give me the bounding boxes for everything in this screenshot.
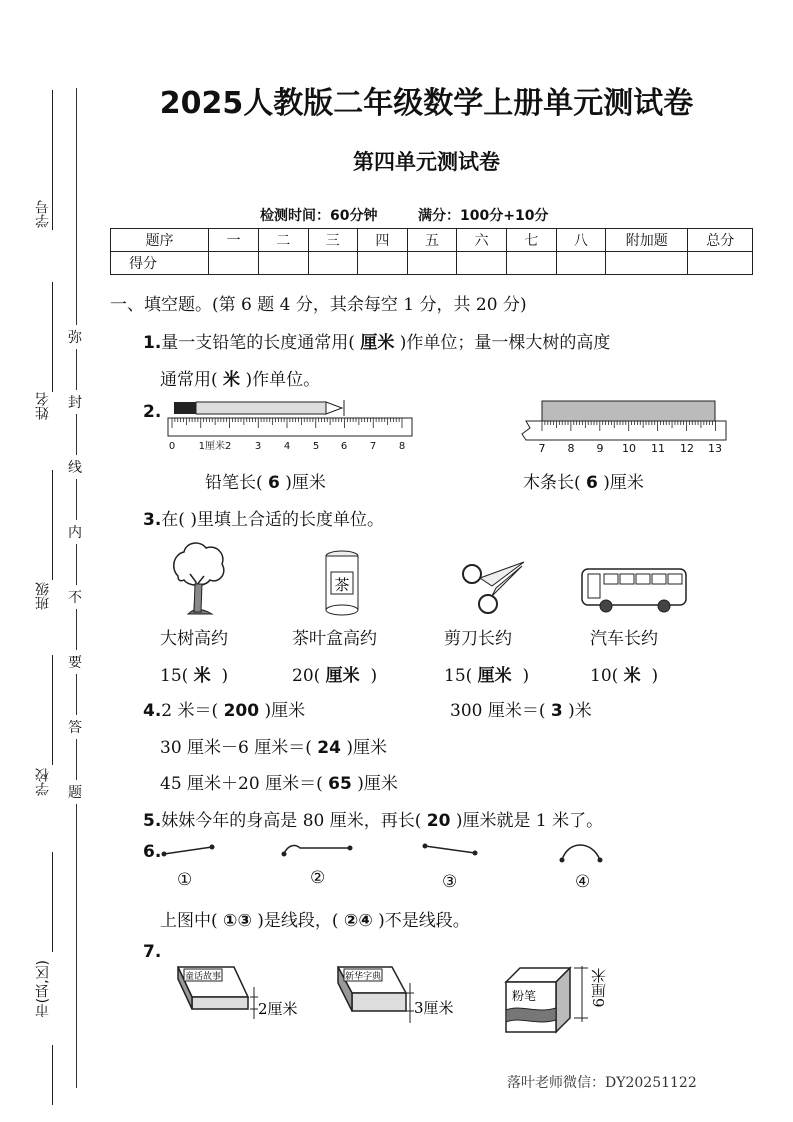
score-input-cell[interactable] [556,252,606,275]
tree-label: 大树高约 [160,629,228,649]
exam-time: 检测时间：60分钟 [260,208,378,224]
box-label: 粉笔 [511,989,537,1003]
question-4-c [160,769,398,794]
scissors-label: 剪刀长约 [444,629,512,649]
book-icon [338,967,406,1011]
q6-text: )是线段，( [257,911,339,931]
tea-box-label: 茶叶盒高约 [292,629,377,649]
height-marker-icon [574,966,588,1022]
q3-text: 在( )里填上合适的长度单位。 [161,510,384,530]
book-icon [178,967,248,1009]
seal-char: 内 [68,520,82,544]
scissors-icon [458,558,528,616]
ruler-tick-label: 9 [596,442,604,455]
ruler-tick-label: 11 [651,442,665,455]
score-cell: 附加题 [606,229,688,252]
question-number: 6. [143,842,162,862]
question-number: 3. [143,510,162,530]
height-marker-icon [250,987,258,1019]
q5-text: 妹妹今年的身高是 80 厘米，再长( [161,811,422,831]
ruler-tick-label: 0 [168,441,176,452]
value-text: ) [651,666,659,686]
value-text: ) [522,666,530,686]
question-number: 7. [143,942,162,962]
score-input-cell[interactable] [606,252,688,275]
field-line [52,655,53,765]
ruler-tick-label: 1厘米2 [198,441,232,452]
figure-label: ① [177,870,193,890]
figure-line-segment-1 [162,845,215,857]
answer: 米 [223,370,241,390]
ruler-tick-label: 8 [567,442,575,455]
q6-text: 上图中( [160,911,218,931]
tree-answer-line [160,661,228,686]
field-name: 姓名 [35,392,51,420]
score-cell: 总分 [688,229,753,252]
q5-text: )厘米就是 1 米了。 [455,811,604,831]
question-1-line-1 [143,328,610,353]
score-cell: 五 [407,229,457,252]
score-table-score-row [111,252,753,275]
score-input-cell[interactable] [407,252,457,275]
answer: 65 [328,774,352,794]
seal-char: 封 [68,390,82,414]
seal-char: 答 [68,715,82,739]
pencil-ruler-figure [160,398,420,458]
answer: 6 [586,473,598,493]
book-height: 3厘米 [414,999,454,1017]
question-3 [143,505,384,530]
answer: 24 [317,738,341,758]
value-text: 20( [292,666,321,686]
score-input-cell[interactable] [688,252,753,275]
seal-char: 线 [68,455,82,479]
answer: 米 [623,666,641,686]
bus-icon [580,565,690,615]
score-cell: 一 [209,229,259,252]
question-number: 1. [143,333,162,353]
ruler-tick-label: 12 [680,442,694,455]
ruler-tick-label: 8 [398,441,406,452]
ruler-tick-label: 5 [312,441,320,452]
score-input-cell[interactable] [308,252,358,275]
bus-label: 汽车长约 [590,629,658,649]
ruler-icon [168,418,412,436]
score-cell: 二 [258,229,308,252]
ruler-icon [522,421,726,440]
wood-ruler-figure [512,398,737,458]
question-6-answer-line [160,906,470,931]
figure-label: ③ [442,872,458,892]
answer: 厘米 [360,333,395,353]
answer: ②④ [343,911,373,931]
caption-text: 木条长( [523,473,581,493]
ruler-tick-label: 4 [283,441,291,452]
figure-label: ② [310,868,326,888]
figure-curve-2 [282,846,353,857]
q4-text: )厘米 [357,774,398,794]
footer-contact: 落叶老师微信：DY20251122 [507,1075,697,1091]
q1-text: )作单位。 [245,370,321,390]
value-text: 15( [444,666,473,686]
page-title: 2025人教版二年级数学上册单元测试卷 [159,86,694,121]
figure-label: ④ [575,872,591,892]
book-height: 2厘米 [258,1000,298,1018]
wood-length-caption [523,468,644,493]
seal-char: 要 [68,650,82,674]
ruler-tick-label: 13 [708,442,722,455]
score-input-cell[interactable] [358,252,408,275]
seal-char: 弥 [68,325,82,349]
answer: 厘米 [477,666,512,686]
question-5 [143,806,603,831]
pencil-length-caption [205,468,326,493]
score-table [110,228,753,275]
q1-text: )作单位；量一棵大树的高度 [399,333,611,353]
field-class: 班级 [35,582,51,610]
answer: 20 [426,811,451,831]
field-line [52,1045,53,1105]
value-text: 10( [590,666,619,686]
book-title: 新华字典 [344,972,382,982]
value-text: ) [370,666,378,686]
answer: ①③ [223,911,252,931]
field-school: 学校 [35,768,51,796]
height-marker-icon [406,983,414,1023]
wood-strip-icon [542,401,715,421]
score-input-cell[interactable] [258,252,308,275]
question-number: 5. [143,811,162,831]
seal-char: 题 [68,780,82,804]
question-1-line-2 [160,365,320,390]
question-number: 2. [143,402,162,422]
tea-box-icon [322,548,362,616]
answer: 厘米 [325,666,360,686]
score-cell: 八 [556,229,606,252]
field-line [52,470,53,580]
score-cell: 六 [457,229,507,252]
q4-text: )厘米 [346,738,388,758]
figure-line-segment-3 [423,844,478,856]
q4-text: 45 厘米＋20 厘米＝( [160,774,323,794]
box-icon [506,968,570,1032]
ruler-tick-label: 3 [254,441,262,452]
score-input-cell[interactable] [506,252,556,275]
question-4-a1 [143,696,305,721]
score-input-cell[interactable] [209,252,259,275]
question-4-b [160,733,387,758]
field-city: 市(县,区) [35,960,51,1018]
q6-text: )不是线段。 [378,911,470,931]
score-row-label: 得分 [111,252,209,275]
tea-box-answer-line [292,661,377,686]
full-score: 满分：100分+10分 [418,208,549,224]
answer: 6 [268,473,280,493]
ruler-tick-label: 10 [622,442,636,455]
caption-text: )厘米 [603,473,644,493]
field-line [52,852,53,952]
score-input-cell[interactable] [457,252,507,275]
tree-icon [168,538,228,616]
answer: 200 [223,701,260,721]
box-height: 6厘米 [590,968,608,1008]
field-line [52,282,53,392]
field-student-no: 学号 [35,200,51,228]
q4-text: )米 [568,701,592,721]
book-title: 童话故事 [184,972,222,982]
q4-text: 2 米＝( [161,701,219,721]
question-number: 4. [143,701,162,721]
answer: 米 [193,666,211,686]
storybook-figure [170,963,310,1029]
ruler-tick-label: 7 [369,441,377,452]
line-figures [160,836,620,866]
score-cell: 三 [308,229,358,252]
score-cell: 题序 [111,229,209,252]
value-text: ) [221,666,229,686]
value-text: 15( [160,666,189,686]
page-subtitle: 第四单元测试卷 [353,150,500,174]
dictionary-figure [334,963,474,1029]
caption-text: )厘米 [285,473,326,493]
q4-text: 300 厘米＝( [450,701,546,721]
caption-text: 铅笔长( [205,473,263,493]
ruler-tick-label: 6 [340,441,348,452]
bus-answer-line [590,661,658,686]
tea-label: 茶 [334,576,350,594]
figure-arc-4 [560,845,603,863]
q1-text: 量一支铅笔的长度通常用( [161,333,355,353]
ruler-tick-label: 7 [538,442,546,455]
seal-char: 不 [68,585,82,609]
q4-text: 30 厘米－6 厘米＝( [160,738,312,758]
score-cell: 七 [506,229,556,252]
q4-text: )厘米 [264,701,306,721]
scissors-answer-line [444,661,529,686]
section-heading: 一、填空题。(第 6 题 4 分，其余每空 1 分，共 20 分) [110,295,527,315]
answer: 3 [550,701,563,721]
pencil-icon [174,400,344,416]
q1-text: 通常用( [160,370,218,390]
question-4-a2 [450,696,592,721]
score-table-header-row [111,229,753,252]
score-cell: 四 [358,229,408,252]
